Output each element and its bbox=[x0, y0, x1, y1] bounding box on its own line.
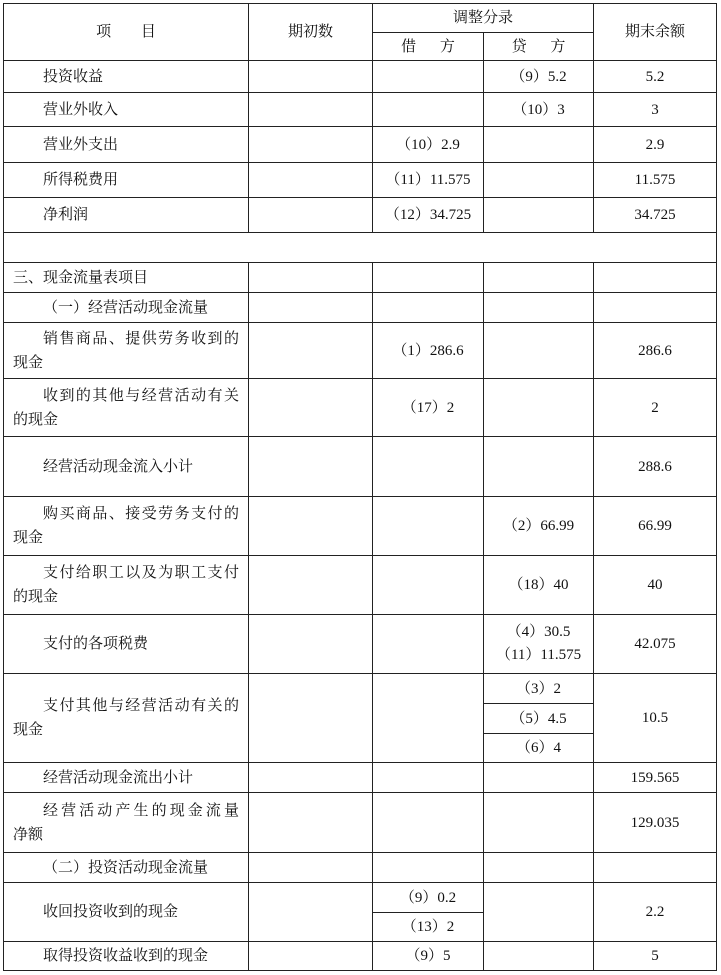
row-non-operating-income bbox=[4, 93, 717, 127]
row-label bbox=[4, 127, 249, 163]
credit-cell bbox=[484, 263, 594, 293]
row-employee-cash-paid bbox=[4, 556, 717, 615]
debit-cell: （17）2 bbox=[373, 379, 484, 437]
label-text: 收回投资收到的现金 bbox=[43, 904, 179, 920]
row-sales-cash-received bbox=[4, 323, 717, 379]
credit-cell bbox=[484, 379, 594, 437]
row-net-profit bbox=[4, 198, 717, 233]
row-taxes-paid bbox=[4, 615, 717, 674]
row-label bbox=[4, 323, 249, 379]
label-line: 支付其他与经营活动有关的 bbox=[43, 698, 239, 714]
debit-cell bbox=[373, 853, 484, 883]
row-label bbox=[4, 93, 249, 127]
adjustment-worksheet bbox=[3, 3, 717, 971]
closing-cell bbox=[594, 263, 717, 293]
debit-cell bbox=[373, 61, 484, 93]
credit-entry: （4）30.5 bbox=[506, 624, 571, 640]
debit-cell bbox=[373, 763, 484, 793]
debit-cell bbox=[373, 293, 484, 323]
row-investment-income bbox=[4, 61, 717, 93]
credit-cell: （10）3 bbox=[484, 93, 594, 127]
debit-cell bbox=[373, 93, 484, 127]
credit-cell bbox=[484, 763, 594, 793]
opening-cell bbox=[249, 497, 373, 556]
opening-cell bbox=[249, 853, 373, 883]
label-text: 投资收益 bbox=[43, 68, 104, 85]
credit-cell bbox=[484, 883, 594, 942]
closing-cell bbox=[594, 853, 717, 883]
debit-entry: （13）2 bbox=[373, 913, 484, 942]
opening-cell bbox=[249, 437, 373, 497]
closing-cell: 5.2 bbox=[594, 61, 717, 93]
opening-cell bbox=[249, 763, 373, 793]
debit-cell: （9）5 bbox=[373, 942, 484, 971]
header-adjustments: 调整分录 bbox=[373, 4, 594, 33]
row-label bbox=[4, 883, 249, 942]
debit-cell: （11）11.575 bbox=[373, 163, 484, 198]
opening-cell bbox=[249, 556, 373, 615]
closing-cell: 129.035 bbox=[594, 793, 717, 853]
label-line: 现金 bbox=[13, 530, 44, 546]
label-text: 三、现金流量表项目 bbox=[13, 269, 149, 286]
debit-cell: （12）34.725 bbox=[373, 198, 484, 233]
debit-cell bbox=[373, 793, 484, 853]
row-label bbox=[4, 61, 249, 93]
label-line: 的现金 bbox=[13, 411, 59, 428]
header-closing: 期末余额 bbox=[594, 4, 717, 61]
debit-entry: （9）0.2 bbox=[373, 883, 484, 913]
debit-cell: （1）286.6 bbox=[373, 323, 484, 379]
credit-cell bbox=[484, 127, 594, 163]
opening-cell bbox=[249, 61, 373, 93]
label-text: 取得投资收益收到的现金 bbox=[43, 948, 209, 964]
row-label bbox=[4, 674, 249, 763]
row-investment-income-received bbox=[4, 942, 717, 971]
row-other-operating-paid bbox=[4, 674, 717, 704]
row-investing-title bbox=[4, 853, 717, 883]
closing-cell: 159.565 bbox=[594, 763, 717, 793]
debit-cell bbox=[373, 615, 484, 674]
row-label bbox=[4, 556, 249, 615]
label-line: 的现金 bbox=[13, 589, 59, 605]
row-label bbox=[4, 198, 249, 233]
label-line: 收到的其他与经营活动有关 bbox=[43, 387, 239, 404]
opening-cell bbox=[249, 379, 373, 437]
row-operating-outflow-subtotal bbox=[4, 763, 717, 793]
row-operating-inflow-subtotal bbox=[4, 437, 717, 497]
credit-entry: （11）11.575 bbox=[495, 647, 582, 663]
credit-cell: （9）5.2 bbox=[484, 61, 594, 93]
row-label bbox=[4, 437, 249, 497]
blank-row bbox=[4, 233, 717, 263]
opening-cell bbox=[249, 93, 373, 127]
row-label bbox=[4, 793, 249, 853]
closing-cell: 2 bbox=[594, 379, 717, 437]
header-debit: 借 方 bbox=[373, 33, 484, 61]
header-item: 项 目 bbox=[4, 4, 249, 61]
credit-entry: （3）2 bbox=[484, 674, 594, 704]
credit-cell bbox=[484, 323, 594, 379]
row-label bbox=[4, 615, 249, 674]
label-line: 净额 bbox=[13, 826, 44, 843]
row-non-operating-expense bbox=[4, 127, 717, 163]
section-title bbox=[4, 263, 249, 293]
label-line: 销售商品、提供劳务收到的 bbox=[43, 330, 239, 347]
label-text: 经营活动现金流出小计 bbox=[43, 769, 194, 786]
credit-cell: （18）40 bbox=[484, 556, 594, 615]
row-purchases-cash-paid bbox=[4, 497, 717, 556]
opening-cell bbox=[249, 942, 373, 971]
blank-cell bbox=[4, 233, 717, 263]
row-label bbox=[4, 942, 249, 971]
closing-cell: 42.075 bbox=[594, 615, 717, 674]
header-opening: 期初数 bbox=[249, 4, 373, 61]
opening-cell bbox=[249, 793, 373, 853]
subsection-title bbox=[4, 293, 249, 323]
label-text: 营业外支出 bbox=[43, 136, 119, 153]
label-text: （二）投资活动现金流量 bbox=[43, 859, 209, 876]
opening-cell bbox=[249, 323, 373, 379]
label-text: 营业外收入 bbox=[43, 101, 119, 118]
subsection-title bbox=[4, 853, 249, 883]
row-income-tax bbox=[4, 163, 717, 198]
credit-entry: （5）4.5 bbox=[484, 704, 594, 734]
closing-cell: 66.99 bbox=[594, 497, 717, 556]
label-text: 经营活动现金流入小计 bbox=[43, 458, 194, 475]
closing-cell bbox=[594, 293, 717, 323]
debit-cell bbox=[373, 497, 484, 556]
closing-cell: 5 bbox=[594, 942, 717, 971]
debit-cell bbox=[373, 263, 484, 293]
label-text: 所得税费用 bbox=[43, 172, 119, 188]
closing-cell: 10.5 bbox=[594, 674, 717, 763]
label-text: （一）经营活动现金流量 bbox=[43, 299, 209, 316]
opening-cell bbox=[249, 883, 373, 942]
credit-cell bbox=[484, 293, 594, 323]
debit-cell bbox=[373, 674, 484, 763]
debit-cell bbox=[373, 556, 484, 615]
label-line: 购买商品、接受劳务支付的 bbox=[43, 506, 239, 522]
credit-cell bbox=[484, 163, 594, 198]
closing-cell: 3 bbox=[594, 93, 717, 127]
closing-cell: 2.9 bbox=[594, 127, 717, 163]
credit-cell bbox=[484, 198, 594, 233]
label-line: 现金 bbox=[13, 722, 44, 738]
label-text: 净利润 bbox=[43, 207, 89, 223]
header-row-top bbox=[4, 4, 717, 33]
credit-cell bbox=[484, 793, 594, 853]
closing-cell: 2.2 bbox=[594, 883, 717, 942]
row-operating-net-cash bbox=[4, 793, 717, 853]
label-line: 支付给职工以及为职工支付 bbox=[43, 565, 239, 581]
opening-cell bbox=[249, 674, 373, 763]
opening-cell bbox=[249, 293, 373, 323]
row-label bbox=[4, 379, 249, 437]
credit-cell bbox=[484, 942, 594, 971]
row-section-title bbox=[4, 263, 717, 293]
row-label bbox=[4, 497, 249, 556]
opening-cell bbox=[249, 615, 373, 674]
row-investment-recovered bbox=[4, 883, 717, 913]
opening-cell bbox=[249, 198, 373, 233]
closing-cell: 286.6 bbox=[594, 323, 717, 379]
closing-cell: 288.6 bbox=[594, 437, 717, 497]
opening-cell bbox=[249, 263, 373, 293]
opening-cell bbox=[249, 127, 373, 163]
label-text: 支付的各项税费 bbox=[43, 636, 149, 652]
closing-cell: 11.575 bbox=[594, 163, 717, 198]
label-line: 现金 bbox=[13, 354, 44, 371]
debit-cell: （10）2.9 bbox=[373, 127, 484, 163]
debit-cell bbox=[373, 437, 484, 497]
row-label bbox=[4, 763, 249, 793]
header-credit: 贷 方 bbox=[484, 33, 594, 61]
credit-cell bbox=[484, 615, 594, 674]
opening-cell bbox=[249, 163, 373, 198]
credit-cell: （2）66.99 bbox=[484, 497, 594, 556]
credit-cell bbox=[484, 437, 594, 497]
credit-entry: （6）4 bbox=[484, 734, 594, 763]
row-label bbox=[4, 163, 249, 198]
label-line: 经营活动产生的现金流量 bbox=[43, 802, 239, 819]
credit-cell bbox=[484, 853, 594, 883]
closing-cell: 40 bbox=[594, 556, 717, 615]
row-other-operating-received bbox=[4, 379, 717, 437]
row-operating-title bbox=[4, 293, 717, 323]
closing-cell: 34.725 bbox=[594, 198, 717, 233]
